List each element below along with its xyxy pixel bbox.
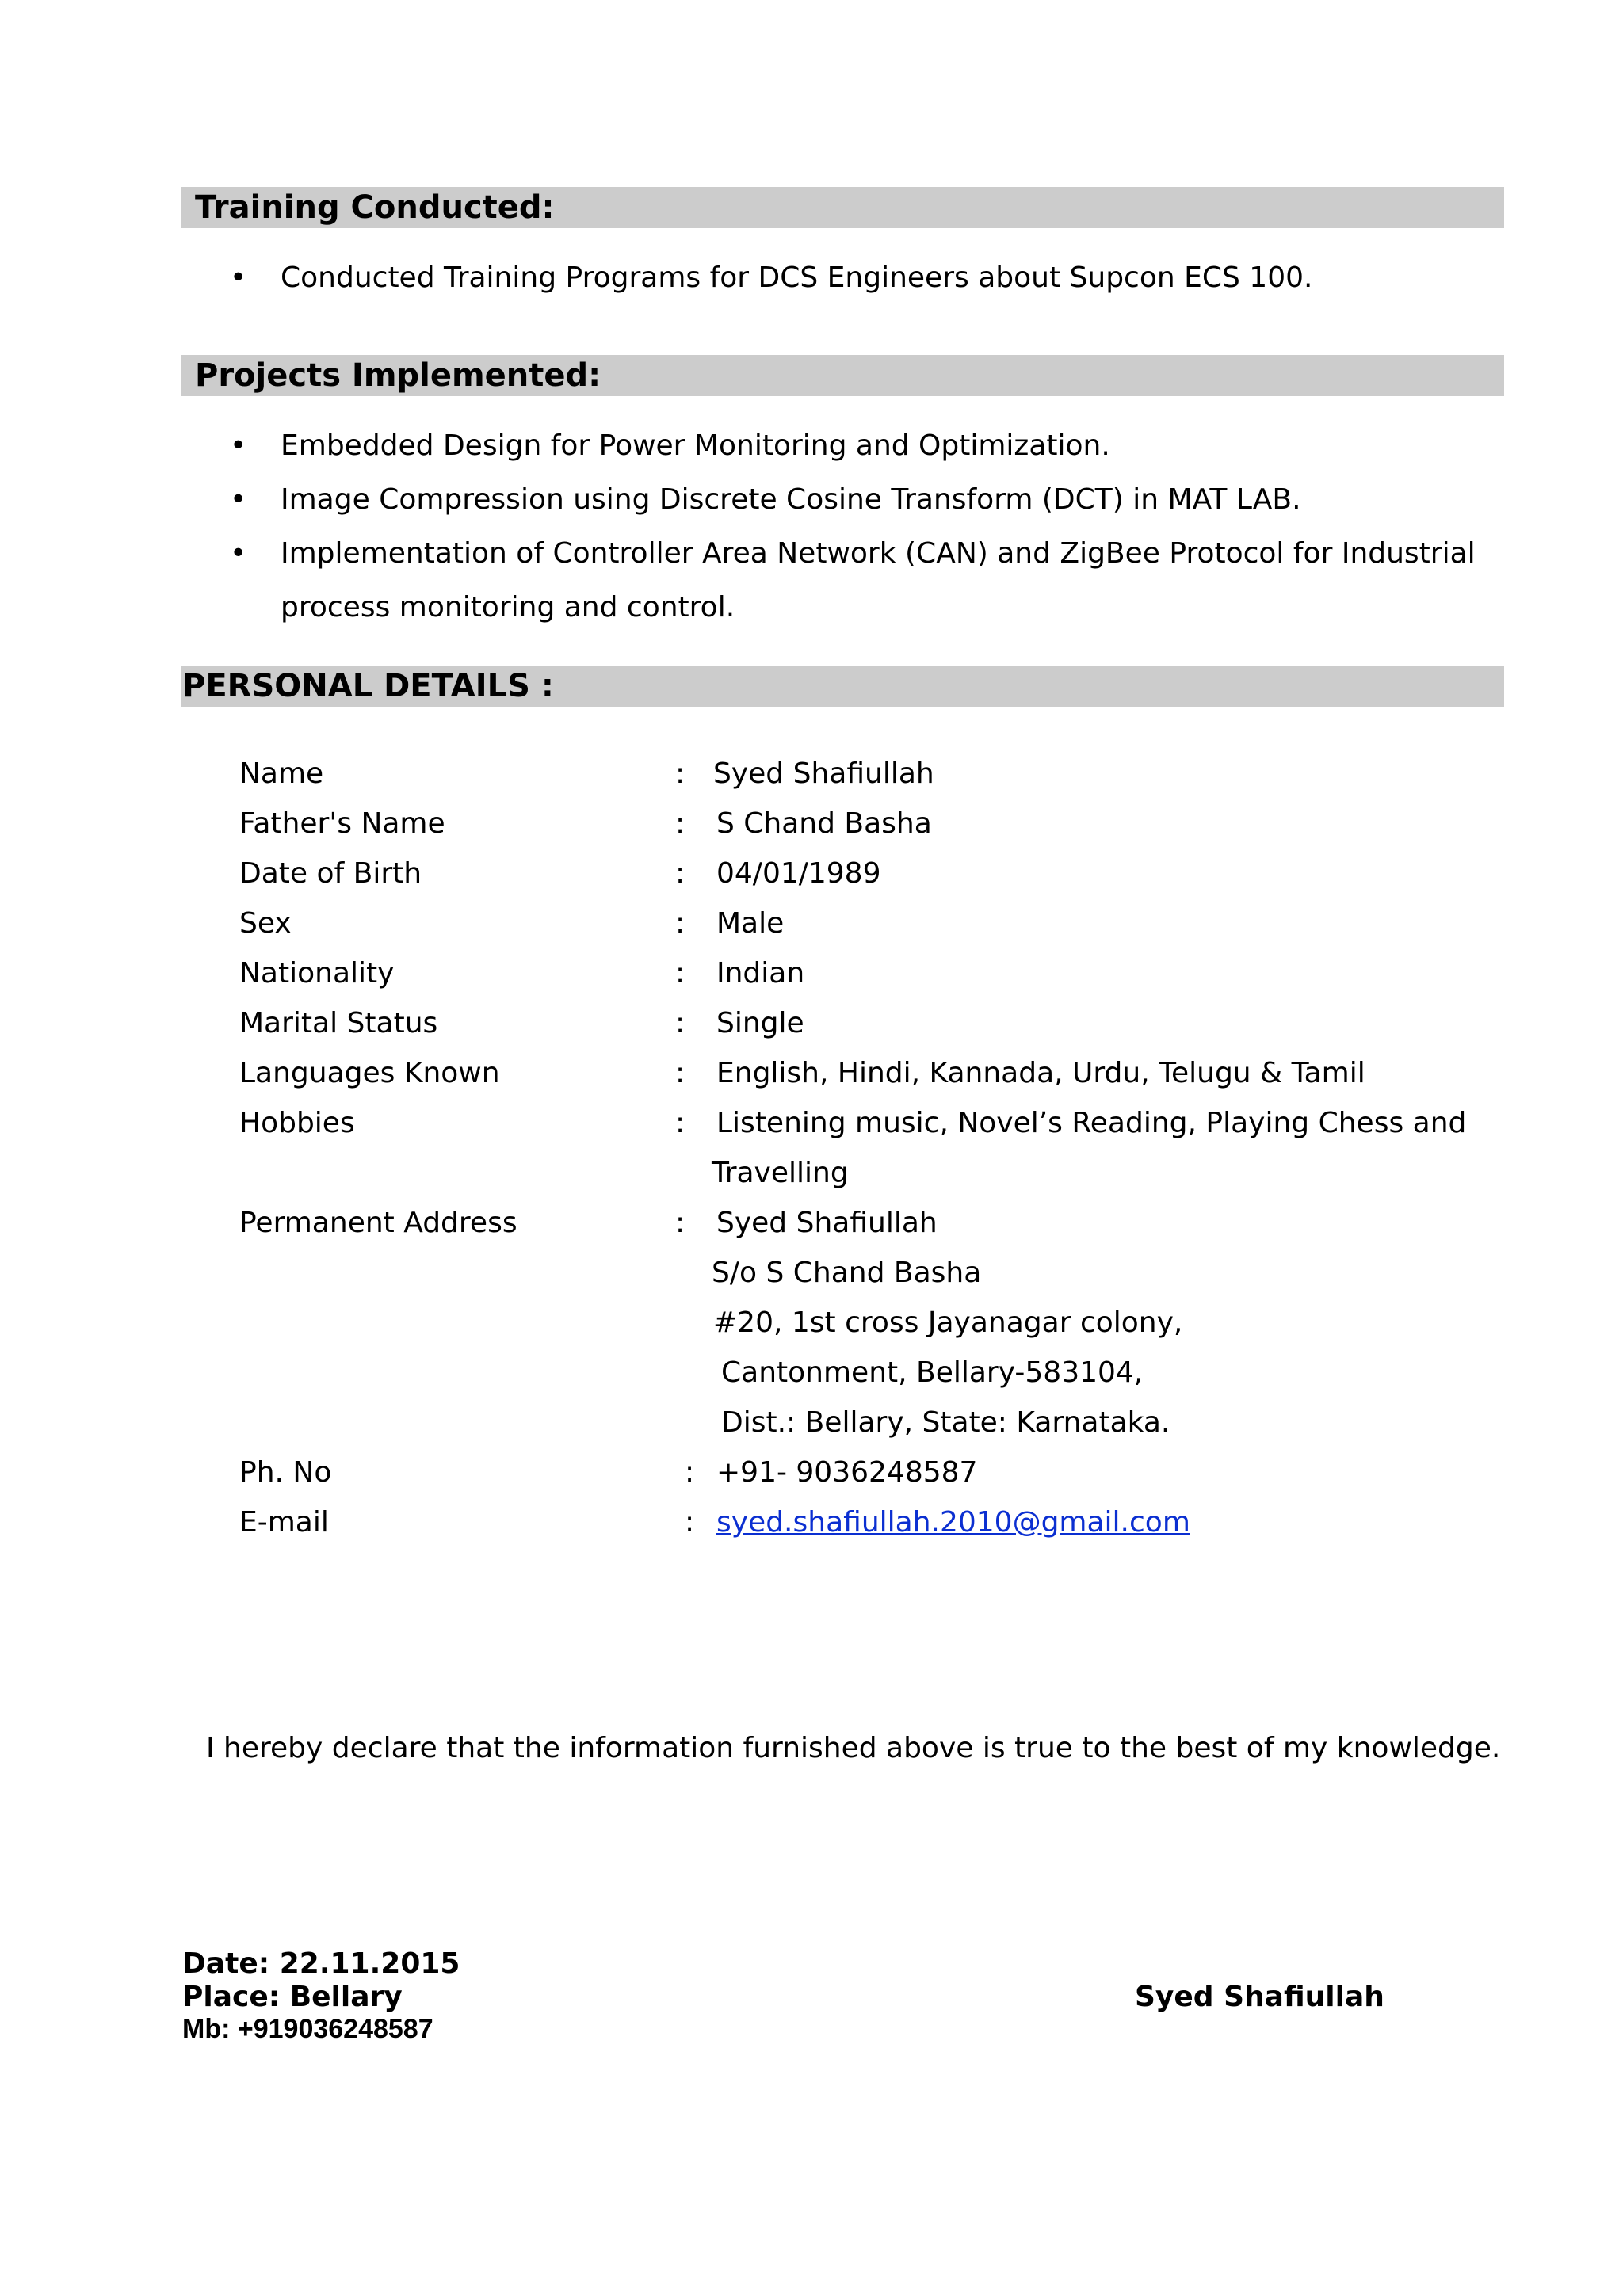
detail-row-email — [0, 1506, 1623, 1555]
detail-value: English, Hindi, Kannada, Urdu, Telugu & Tamil — [716, 1057, 1365, 1089]
separator: : — [675, 1107, 685, 1139]
detail-row-hobbies — [0, 1107, 1623, 1156]
footer-mobile: Mb: +919036248587 — [182, 2014, 433, 2044]
training-item: Conducted Training Programs for DCS Engineers about Supcon ECS 100. — [281, 261, 1313, 294]
detail-row-address-cont — [0, 1257, 1623, 1306]
detail-label: Name — [239, 757, 324, 790]
detail-row-address — [0, 1207, 1623, 1256]
detail-row-address-cont — [0, 1356, 1623, 1405]
signature-name: Syed Shafiullah — [1135, 1981, 1384, 2013]
detail-row-father — [0, 807, 1623, 856]
detail-row-address-cont — [0, 1306, 1623, 1356]
personal-details-heading: PERSONAL DETAILS : — [181, 666, 1504, 707]
address-line: #20, 1st cross Jayanagar colony, — [713, 1306, 1183, 1339]
detail-row-sex — [0, 907, 1623, 956]
detail-row-address-cont — [0, 1406, 1623, 1455]
project-item: Embedded Design for Power Monitoring and Optimization. — [281, 429, 1110, 462]
projects-heading: Projects Implemented: — [181, 355, 1504, 396]
email-link[interactable]: syed.shafiullah.2010@gmail.com — [716, 1506, 1190, 1539]
bullet: • — [230, 483, 247, 516]
declaration-text: I hereby declare that the information furnished above is true to the best of my knowledge. — [206, 1732, 1501, 1764]
separator: : — [675, 1207, 685, 1239]
detail-row-nationality — [0, 957, 1623, 1006]
detail-value: +91- 9036248587 — [716, 1456, 978, 1489]
detail-value: Indian — [716, 957, 805, 990]
detail-label: Hobbies — [239, 1107, 355, 1139]
address-line: Cantonment, Bellary-583104, — [721, 1356, 1144, 1389]
project-item-continuation: process monitoring and control. — [281, 591, 735, 624]
separator: : — [675, 1007, 685, 1039]
detail-row-languages — [0, 1057, 1623, 1106]
detail-label: Father's Name — [239, 807, 445, 840]
separator: : — [675, 907, 685, 940]
detail-value: Single — [716, 1007, 804, 1039]
project-item: Implementation of Controller Area Network (CAN) and ZigBee Protocol for Industrial — [281, 537, 1476, 570]
detail-label: Marital Status — [239, 1007, 438, 1039]
bullet: • — [230, 537, 247, 570]
detail-label: Sex — [239, 907, 292, 940]
detail-label: Nationality — [239, 957, 395, 990]
detail-value: 04/01/1989 — [716, 857, 881, 890]
detail-value: Listening music, Novel’s Reading, Playing Chess and — [716, 1107, 1467, 1139]
separator: : — [675, 957, 685, 990]
detail-row-phone — [0, 1456, 1623, 1505]
detail-row-dob — [0, 857, 1623, 906]
detail-value: Travelling — [712, 1157, 849, 1189]
address-line: Dist.: Bellary, State: Karnataka. — [721, 1406, 1170, 1439]
detail-label: Permanent Address — [239, 1207, 517, 1239]
bullet: • — [230, 429, 247, 462]
detail-row-marital — [0, 1007, 1623, 1056]
bullet: • — [230, 261, 247, 294]
detail-value: S Chand Basha — [716, 807, 932, 840]
separator: : — [675, 857, 685, 890]
detail-row-hobbies-cont — [0, 1157, 1623, 1206]
separator: : — [675, 1057, 685, 1089]
detail-label: Languages Known — [239, 1057, 500, 1089]
address-line: S/o S Chand Basha — [712, 1257, 982, 1289]
project-item: Image Compression using Discrete Cosine Transform (DCT) in MAT LAB. — [281, 483, 1301, 516]
footer-place: Place: Bellary — [182, 1981, 403, 2013]
detail-value: Syed Shafiullah — [713, 757, 934, 790]
separator: : — [685, 1456, 695, 1489]
separator: : — [685, 1506, 695, 1539]
separator: : — [675, 807, 685, 840]
detail-value: Male — [716, 907, 785, 940]
detail-label: Ph. No — [239, 1456, 332, 1489]
detail-label: E-mail — [239, 1506, 329, 1539]
detail-row-name — [0, 757, 1623, 807]
separator: : — [675, 757, 685, 790]
detail-label: Date of Birth — [239, 857, 422, 890]
footer-date: Date: 22.11.2015 — [182, 1947, 460, 1980]
training-heading: Training Conducted: — [181, 187, 1504, 228]
address-line: Syed Shafiullah — [716, 1207, 938, 1239]
